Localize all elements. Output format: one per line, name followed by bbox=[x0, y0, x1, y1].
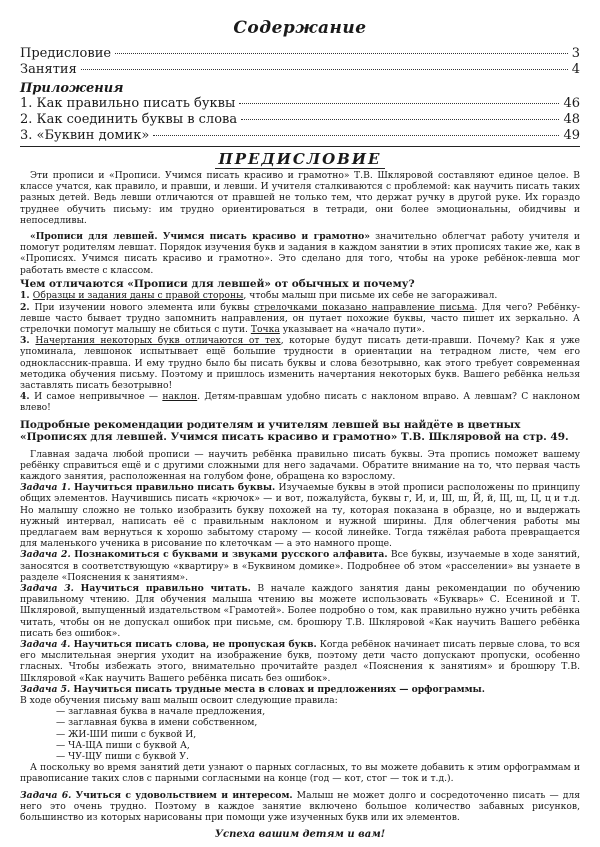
task-3 bbox=[20, 583, 580, 639]
preface-paragraph-2 bbox=[20, 231, 580, 276]
item-number: 2. bbox=[20, 301, 35, 313]
rule-item: — заглавная буква в начале предложения, bbox=[56, 706, 266, 718]
underlined-phrase: Образцы и задания даны с правой стороны bbox=[32, 290, 244, 302]
item-text: , чтобы малыш при письме их себе не загораживал. bbox=[243, 290, 498, 302]
item-number: 3. bbox=[20, 335, 36, 347]
toc-entry-label: Занятия bbox=[20, 62, 77, 77]
task-text: В начале каждого занятия даны рекомендации по обучению правильному чтению. Для обучения малыша чтению вы можете использовать «Букварь» С. Есениной и Т. Шкляровой, выпущенный издательством «Грамотей». Более подробно о том, как правильно нужно учить ребёнка читать, чтобы он не допускал ошибок при письме, см. брошюру Т.В. Шкляровой «Как научить Вашего ребёнка писать без ошибок». bbox=[20, 583, 581, 639]
preface-paragraph-1: Эти прописи и «Прописи. Учимся писать красиво и грамотно» Т.В. Шкляровой составляют единое целое. В классе учатся, как правило, и правши, и левши. И учителя сталкиваются с проблемой: как научить писать таких разных детей. Ведь левши отличаются от правшей не только тем, что держат ручку в другой руке. Их гораздо труднее обучить письму: им трудно ориентироваться в тетради, они более эмоциональны, обидчивы и непоседливы. bbox=[20, 170, 580, 226]
toc-entry-page: 46 bbox=[563, 96, 580, 111]
task-label: Задача 3. bbox=[20, 583, 74, 594]
task-label: Задача 4. bbox=[20, 639, 71, 651]
toc-leader-dots bbox=[239, 103, 559, 104]
underlined-phrase: Начертания некоторых букв отличаются от тех bbox=[35, 335, 281, 347]
toc-entry-label: 1. Как правильно писать буквы bbox=[20, 96, 236, 111]
task-heading: Научиться правильно читать. bbox=[73, 583, 251, 594]
toc-leader-dots bbox=[81, 69, 568, 70]
main-task-paragraph: Главная задача любой прописи — научить ребёнка правильно писать буквы. Эта пропись поможет вашему ребёнку справиться ещё и с другими сложными для него задачами. Обратите внимание на то, что первая часть каждого занятия, расположенная на голубом фоне, обращена ко взрослому. bbox=[20, 448, 580, 482]
toc-appendix-entry-3[interactable] bbox=[20, 128, 580, 144]
toc-entry-label: 3. «Буквин домик» bbox=[20, 128, 150, 143]
toc-entry-label: 2. Как соединить буквы в слова bbox=[20, 112, 238, 127]
task-4 bbox=[20, 639, 580, 684]
underlined-phrase: Точка bbox=[250, 323, 280, 335]
toc-leader-dots bbox=[153, 135, 559, 136]
item-number: 4. bbox=[20, 391, 35, 403]
rules-list bbox=[20, 706, 580, 762]
task-5-intro: В ходе обучения письму ваш малыш освоит следующие правила: bbox=[20, 695, 338, 707]
task-heading: Научиться писать слова, не пропуская букв. bbox=[70, 639, 317, 651]
toc-leader-dots bbox=[241, 119, 559, 120]
toc-entry-lessons[interactable] bbox=[20, 62, 580, 78]
item-text: указывает на «начало пути». bbox=[279, 323, 425, 335]
item-text: , которые будут писать дети-правши. Почему? Как я уже упоминала, левшонок испытывает ещё большие трудности в ориентации на тетрадном листе, чем его одноклассник-правша. И ему трудно было бы писать буквы и слова безотрывно, как этого требует современная методика обучения письму. Поэтому и пришлось изменить начертания некоторых букв. Вашего ребёнка нельзя заставлять писать безотрывно! bbox=[20, 335, 580, 391]
closing-wish: Успеха вашим детям и вам! bbox=[214, 829, 386, 841]
task-text: Когда ребёнок начинает писать первые слова, то вся его мыслительная энергия уходит на изображение букв, поэтому дети часто допускают пропуски, особенно гласных. Чтобы избежать этого, внимательно прочитайте раздел «Пояснения к занятиям» и брошюру Т.В. Шкляровой «Как научить Вашего ребёнка писать без ошибок». bbox=[20, 639, 580, 684]
rule-item: — заглавная буква в имени собственном, bbox=[56, 717, 258, 729]
rule-item: — ЧА-ЩА пиши с буквой А, bbox=[56, 739, 190, 751]
task-5 bbox=[20, 684, 580, 695]
rule-item: — ЖИ-ШИ пиши с буквой И, bbox=[56, 728, 197, 740]
toc-appendix-entry-1[interactable] bbox=[20, 96, 580, 112]
toc-entry-page: 3 bbox=[571, 46, 580, 61]
preface-title-text: ПРЕДИСЛОВИЕ bbox=[215, 150, 386, 169]
task-6 bbox=[20, 790, 580, 824]
difference-1 bbox=[20, 290, 580, 301]
task-label: Задача 2. bbox=[20, 549, 71, 561]
difference-3 bbox=[20, 335, 580, 391]
task-text: Изучаемые буквы в этой прописи расположены по принципу общих элементов. Научившись писать «крючок» — и вот, пожалуйста, буквы г, И, и, Ш, ш, Й, й, Щ, щ, Ц, ц и т.д. Но малышу сложно не только изобразить букву похожей на ту, которая показана в образце, но и выдержать нужный интервал, написать её с правильным наклоном и нужной ширины. Для облегчения работы мы предлагаем вам вернуться к хорошо забытому старому — косой линейке. Тогда тяжёлая работа превращается для маленького ученика в рисование по клеточкам — а это намного проще. bbox=[20, 482, 580, 550]
toc-title: Содержание bbox=[233, 18, 367, 38]
toc-appendix-entry-2[interactable] bbox=[20, 112, 580, 128]
item-text: . Для чего? Ребёнку-левше часто бывает трудно запомнить направления, он путает похожие буквы, часто пишет их зеркально. А стрелочки помогут малышу не сбиться с пути. bbox=[20, 301, 580, 335]
toc-entry-page: 48 bbox=[563, 112, 580, 127]
rule-item: — ЧУ-ЩУ пиши с буквой У. bbox=[56, 751, 189, 763]
task-text: Малыш не может долго и сосредоточенно писать — для него это очень трудно. Поэтому в каждое занятие включено большое количество забавных рисунков, большинство из которых нарисованы при помощи уже изученных букв или их элементов. bbox=[20, 789, 580, 824]
item-number: 1. bbox=[20, 290, 33, 302]
recommendations-heading: Подробные рекомендации родителям и учителям левшей вы найдёте в цветных «Прописях для левшей. Учимся писать красиво и грамотно» Т.В. Шкляровой на стр. 49. bbox=[20, 418, 569, 444]
item-text: И самое непривычное — bbox=[34, 391, 163, 403]
toc-divider bbox=[20, 146, 580, 147]
toc-leader-dots bbox=[115, 53, 568, 54]
toc-entry-page: 49 bbox=[563, 128, 580, 143]
appendix-title: Приложения bbox=[20, 81, 124, 96]
item-text: При изучении нового элемента или буквы bbox=[34, 301, 255, 313]
toc-entry-preface[interactable] bbox=[20, 46, 580, 62]
differences-heading: Чем отличаются «Прописи для левшей» от обычных и почему? bbox=[20, 277, 415, 290]
task-text: Все буквы, изучаемые в ходе занятий, заносятся в соответствующую «квартиру» в «Буквином домике». Подробнее об этом «расселении» вы узнаете в разделе «Пояснения к занятиям». bbox=[20, 549, 580, 583]
task-label: Задача 5. bbox=[20, 683, 71, 695]
task-2 bbox=[20, 549, 580, 583]
page bbox=[20, 0, 580, 840]
difference-4 bbox=[20, 391, 580, 413]
task-heading: Учиться с удовольствием и интересом. bbox=[71, 789, 293, 801]
item-text: . Детям-правшам удобно писать с наклоном вправо. А левшам? С наклоном влево! bbox=[20, 391, 580, 414]
preface-title bbox=[20, 150, 580, 168]
underlined-phrase: стрелочками показано направление письма bbox=[254, 301, 475, 313]
task-heading: Познакомиться с буквами и звуками русского алфавита. bbox=[70, 549, 388, 561]
task-heading: Научиться правильно писать буквы. bbox=[70, 482, 276, 494]
book-title-bold: «Прописи для левшей. Учимся писать красиво и грамотно» bbox=[30, 231, 371, 243]
toc-entry-label: Предисловие bbox=[20, 46, 112, 61]
task-5-after: А поскольку во время занятий дети узнают о парных согласных, то вы можете добавить к этим орфограммам и правописание таких слов с парными согласными на конце (год — кот, стог — ток и т.д.). bbox=[20, 762, 580, 785]
underlined-phrase: наклон bbox=[162, 391, 198, 403]
paragraph-text: значительно облегчат работу учителя и помогут родителям левшат. Порядок изучения букв и задания в каждом занятии в этих прописях такие же, как в «Прописях. Учимся писать красиво и грамотно». Это сделано для того, чтобы на уроке ребёнок-левша мог работать вместе с классом. bbox=[20, 231, 580, 276]
toc-entry-page: 4 bbox=[571, 62, 580, 77]
task-label: Задача 1. bbox=[20, 482, 71, 494]
difference-2 bbox=[20, 302, 580, 336]
task-1 bbox=[20, 482, 580, 549]
task-label: Задача 6. bbox=[20, 789, 72, 801]
task-heading: Научиться писать трудные места в словах и предложениях — орфограммы. bbox=[70, 683, 485, 695]
